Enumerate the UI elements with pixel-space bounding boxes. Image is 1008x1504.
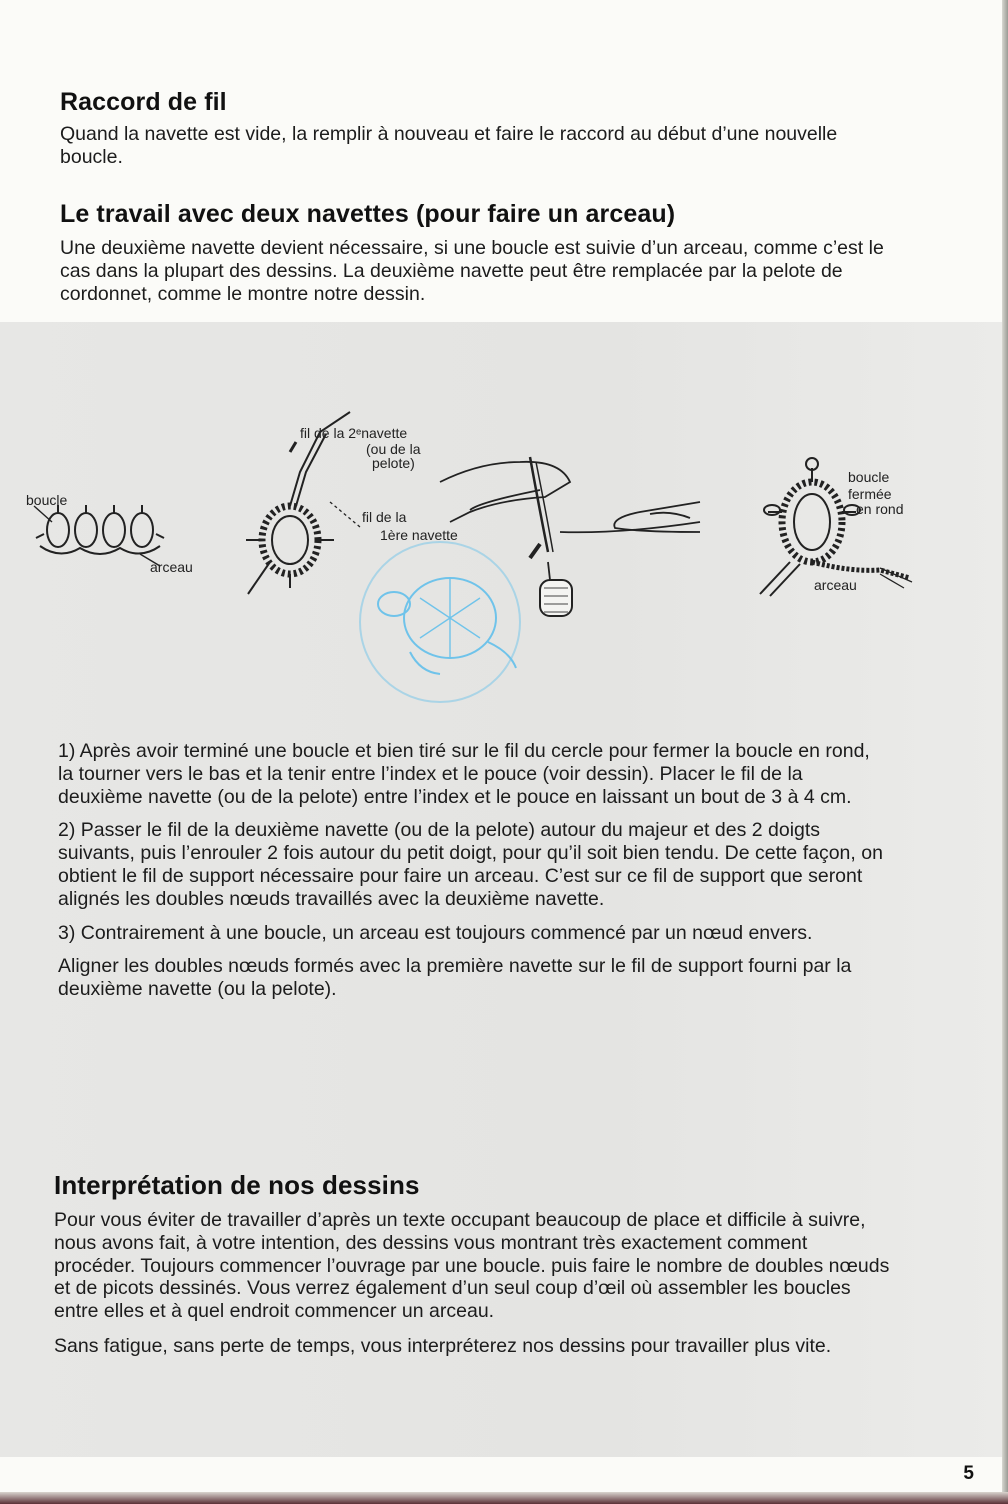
ring-chain-diagram	[34, 505, 164, 566]
section-paragraph-1: Pour vous éviter de travailler d’après un texte occupant beaucoup de place et difficile à suivre, nous avons fait, à votre intention, des dessins vous montrant très exactement comment procéder. Toujours commencer l’ouvrage par une boucle. puis faire le nombre de doubles nœuds et de picots dessinés. Vous verrez également d’un seul coup d’œil où assembler les boucles entre elles et à quel endroit commencer un arceau.	[54, 1209, 890, 1323]
label-ou-de-la: (ou de la	[366, 441, 421, 457]
page-edge-shadow	[1002, 0, 1008, 1504]
label-arceau-right: arceau	[814, 577, 857, 593]
label-boucle: boucle	[26, 492, 68, 508]
section-body: Une deuxième navette devient nécessaire, si une boucle est suivie d’un arceau, comme c’est le cas dans la plupart des dessins. La deuxième navette peut être remplacée par la pelote de cordonnet, comme le montre notre dessin.	[60, 237, 884, 305]
label-pelote: pelote)	[372, 455, 415, 471]
section-body: Quand la navette est vide, la remplir à nouveau et faire le raccord au début d’une nouvelle boucle.	[60, 123, 838, 168]
label-boucle-fermee-1: boucle	[848, 469, 890, 485]
step-1: 1) Après avoir terminé une boucle et bien tiré sur le fil du cercle pour fermer la boucle en rond, la tourner vers le bas et la tenir entre l’index et le pouce (voir dessin). Placer le fil de la deuxième navette (ou de la pelote) entre l’index et le pouce en laissant un bout de 3 à 4 cm.	[58, 740, 870, 808]
thread-ball	[540, 580, 572, 616]
section-paragraph-2: Sans fatigue, sans perte de temps, vous interpréterez nos dessins pour travailler plus vite.	[54, 1334, 832, 1357]
step-2: 2) Passer le fil de la deuxième navette (ou de la pelote) autour du majeur et des 2 doigts suivants, puis l’enrouler 2 fois autour du petit doigt, pour qu’il soit bien tendu. De cette façon, on obtient le fil de support nécessaire pour faire un arceau. C’est sur ce fil de support que seront alignés les doubles nœuds travaillés avec la deuxième navette.	[58, 819, 883, 910]
label-boucle-fermee-3: en rond	[856, 501, 904, 517]
section-title: Le travail avec deux navettes (pour faire un arceau)	[60, 200, 676, 228]
bottom-edge-band	[0, 1492, 1008, 1504]
label-fil-2e-navette: fil de la 2ᵉnavette	[300, 425, 408, 441]
section-interpretation	[54, 1170, 890, 1358]
label-arceau-left: arceau	[150, 559, 193, 575]
label-boucle-fermee-2: fermée	[848, 486, 892, 502]
section-deux-navettes	[60, 200, 900, 305]
section-raccord-de-fil	[60, 88, 900, 169]
tatting-illustration	[0, 322, 1002, 732]
section-title: Raccord de fil	[60, 88, 227, 116]
label-fil-de-la: fil de la	[362, 509, 407, 525]
section-title: Interprétation de nos dessins	[54, 1170, 420, 1200]
label-1ere-navette: 1ère navette	[380, 527, 458, 543]
page-number: 5	[963, 1463, 974, 1484]
hands-illustration	[440, 457, 700, 580]
step-4: Aligner les doubles nœuds formés avec la première navette sur le fil de support fourni par la deuxième navette (ou la pelote).	[58, 955, 852, 1001]
turtle-stamp	[360, 542, 520, 702]
step-3: 3) Contrairement à une boucle, un arceau est toujours commencé par un nœud envers.	[58, 921, 813, 944]
instruction-steps	[58, 740, 890, 1012]
